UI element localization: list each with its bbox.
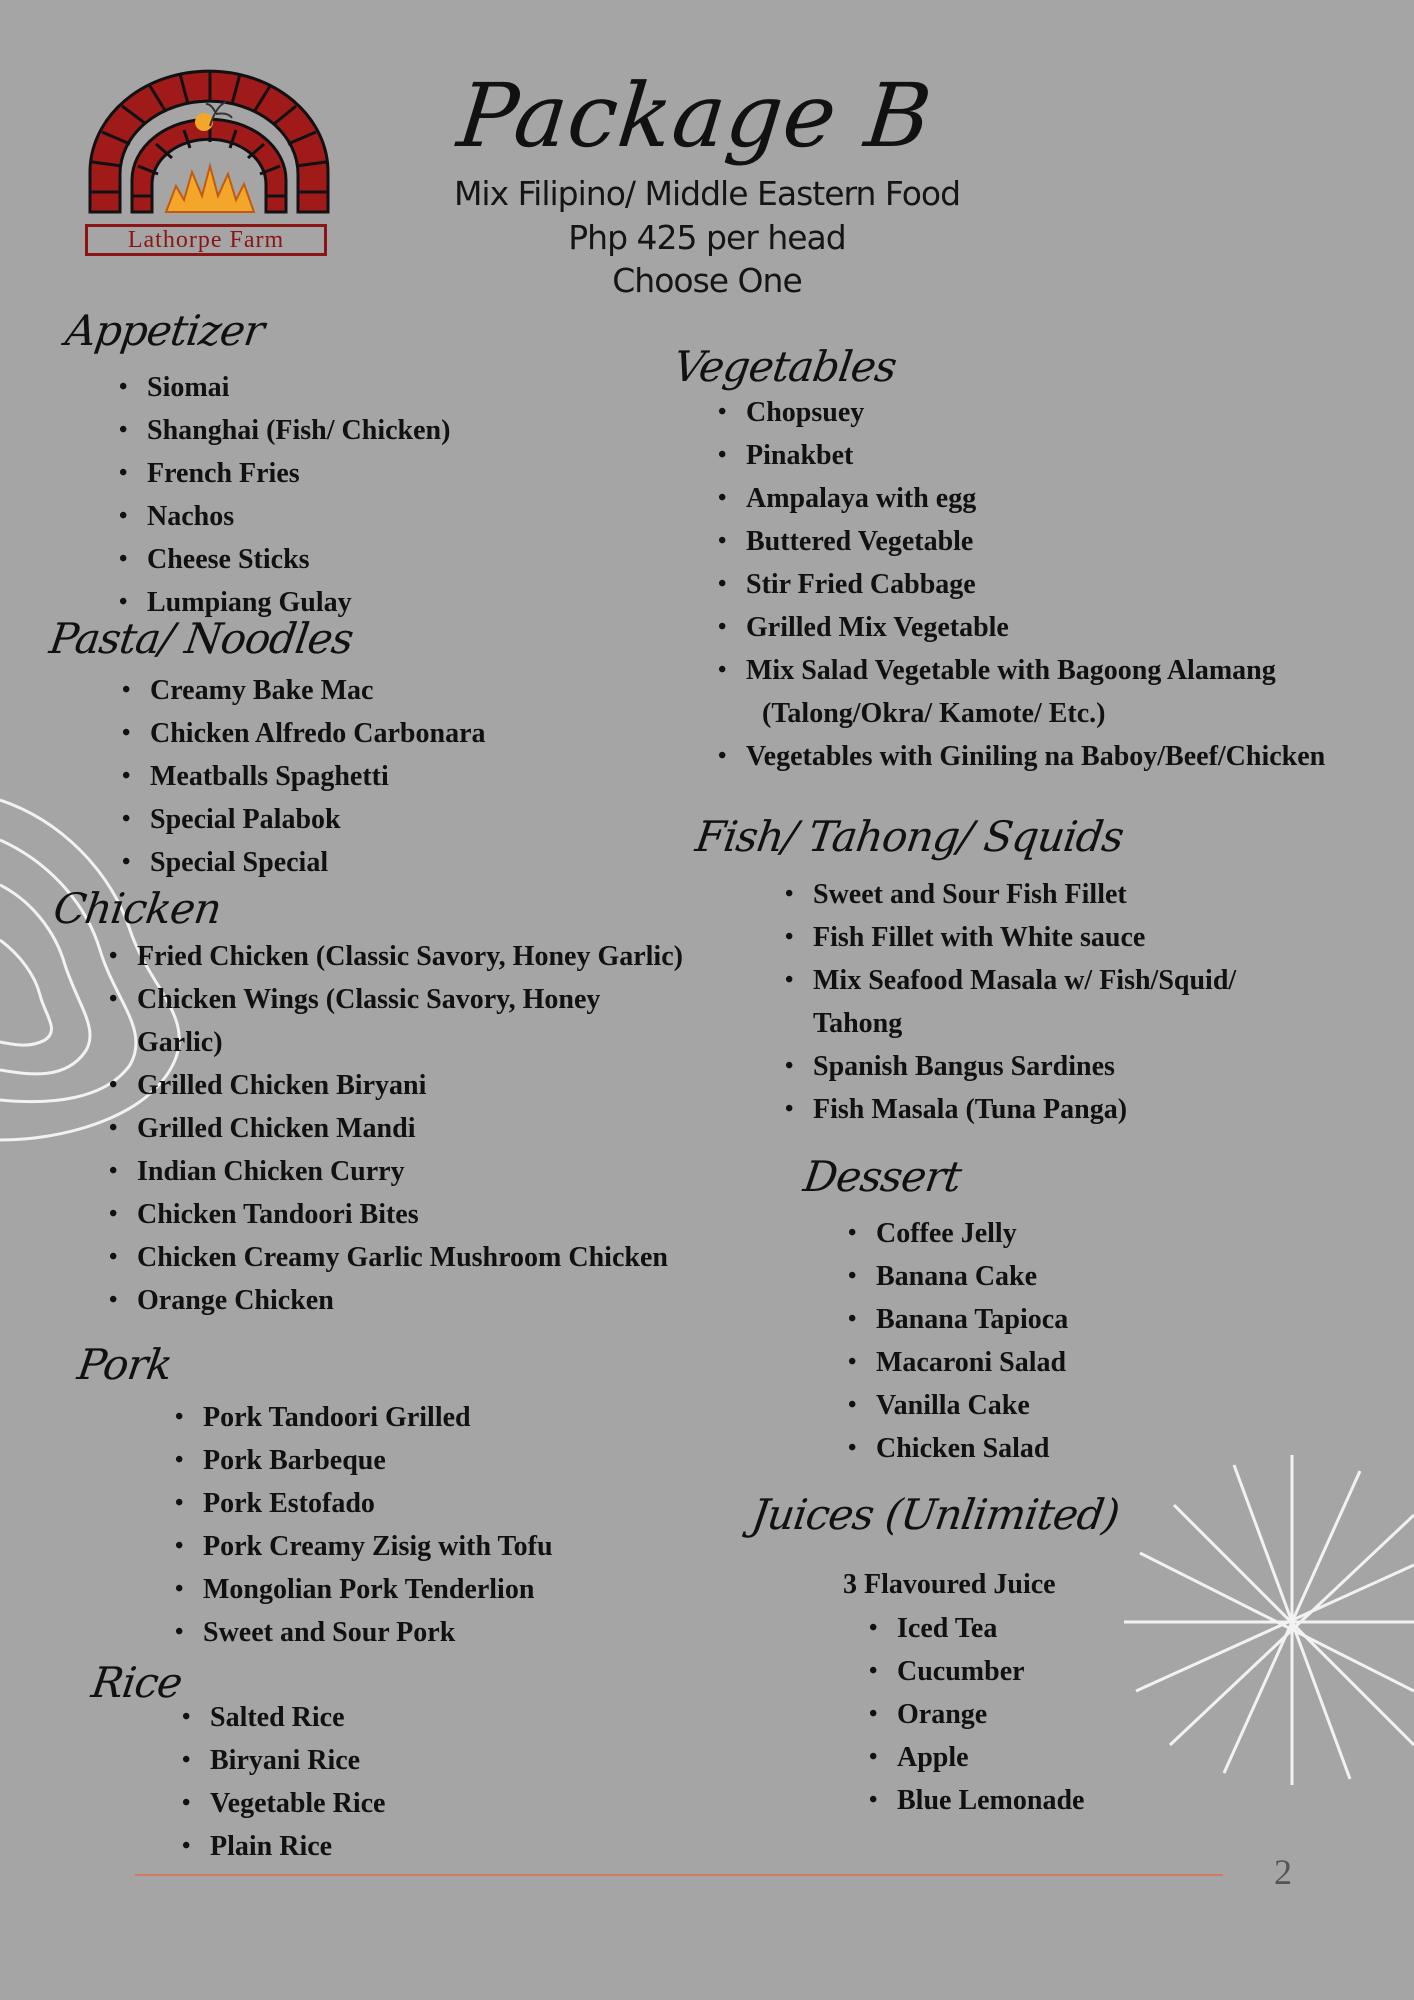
section-heading-chicken: Chicken [50, 884, 224, 933]
package-note: Choose One [612, 261, 802, 300]
list-item: • Lumpiang Gulay [119, 581, 450, 624]
list-item: • Grilled Chicken Biryani [109, 1064, 683, 1107]
list-item: • Vanilla Cake [848, 1384, 1068, 1427]
list-item: • Pork Tandoori Grilled [175, 1396, 553, 1439]
section-heading-juices: Juices (Unlimited) [748, 1490, 1123, 1539]
list-item: • Banana Tapioca [848, 1298, 1068, 1341]
list-item-continuation: Tahong [813, 1008, 903, 1039]
list-item: • Sweet and Sour Fish Fillet [785, 873, 1236, 916]
list-item: • Pork Creamy Zisig with Tofu [175, 1525, 553, 1568]
appetizer-list [119, 366, 450, 624]
section-heading-vegetables: Vegetables [670, 342, 900, 391]
list-item: • Stir Fried Cabbage [718, 563, 1325, 606]
list-item: • Plain Rice [182, 1825, 385, 1868]
list-item: • Grilled Chicken Mandi [109, 1107, 683, 1150]
list-item: • Chopsuey [718, 391, 1325, 434]
fish-list [785, 873, 1236, 1131]
page-number: 2 [1274, 1852, 1292, 1892]
list-item: • Coffee Jelly [848, 1212, 1068, 1255]
juices-list [869, 1607, 1084, 1822]
rice-list [182, 1696, 385, 1868]
package-subtitle: Mix Filipino/ Middle Eastern Food [453, 174, 961, 213]
list-item-continuation: Garlic) [137, 1027, 223, 1058]
list-item: • Fish Fillet with White sauce [785, 916, 1236, 959]
list-item-continuation: (Talong/Okra/ Kamote/ Etc.) [762, 698, 1106, 729]
list-item: • Pork Estofado [175, 1482, 553, 1525]
list-item: • Chicken Salad [848, 1427, 1068, 1470]
list-item: • Chicken Alfredo Carbonara [122, 712, 486, 755]
section-heading-dessert: Dessert [800, 1152, 964, 1201]
list-item: • Blue Lemonade [869, 1779, 1084, 1822]
list-item: • Sweet and Sour Pork [175, 1611, 553, 1654]
list-item: • Siomai [119, 366, 450, 409]
list-item: • Vegetable Rice [182, 1782, 385, 1825]
list-item: • Meatballs Spaghetti [122, 755, 486, 798]
list-item: • Mix Seafood Masala w/ Fish/Squid/ Tahong [785, 959, 1236, 1045]
list-item: • Chicken Wings (Classic Savory, Honey Garlic) [109, 978, 683, 1064]
list-item: • Creamy Bake Mac [122, 669, 486, 712]
list-item: • Fish Masala (Tuna Panga) [785, 1088, 1236, 1131]
list-item: • Cheese Sticks [119, 538, 450, 581]
logo-name: Lathorpe Farm [85, 224, 327, 256]
list-item: • Indian Chicken Curry [109, 1150, 683, 1193]
list-item: • French Fries [119, 452, 450, 495]
footer-divider [135, 1874, 1223, 1876]
list-item: • Mix Salad Vegetable with Bagoong Alamang (Talong/Okra/ Kamote/ Etc.) [718, 649, 1325, 735]
pasta-list [122, 669, 486, 884]
list-item: • Iced Tea [869, 1607, 1084, 1650]
list-item: • Mongolian Pork Tenderlion [175, 1568, 553, 1611]
list-item: • Cucumber [869, 1650, 1084, 1693]
package-price: Php 425 per head [568, 218, 846, 257]
list-item: • Vegetables with Giniling na Baboy/Beef/Chicken [718, 735, 1325, 778]
list-item: • Ampalaya with egg [718, 477, 1325, 520]
list-item: • Spanish Bangus Sardines [785, 1045, 1236, 1088]
list-item: • Pork Barbeque [175, 1439, 553, 1482]
list-item: • Biryani Rice [182, 1739, 385, 1782]
starburst-decoration-icon [1124, 1455, 1414, 1785]
chicken-list [109, 935, 683, 1322]
list-item: • Orange Chicken [109, 1279, 683, 1322]
list-item: • Fried Chicken (Classic Savory, Honey Garlic) [109, 935, 683, 978]
list-item: • Chicken Creamy Garlic Mushroom Chicken [109, 1236, 683, 1279]
juices-note: 3 Flavoured Juice [843, 1569, 1056, 1600]
list-item: • Chicken Tandoori Bites [109, 1193, 683, 1236]
list-item: • Macaroni Salad [848, 1341, 1068, 1384]
section-heading-pasta-noodles: Pasta/ Noodles [46, 614, 356, 663]
section-heading-appetizer: Appetizer [62, 306, 267, 355]
page-title: Package B [453, 64, 937, 167]
pork-list [175, 1396, 553, 1654]
list-item: • Orange [869, 1693, 1084, 1736]
vegetables-list [718, 391, 1325, 778]
list-item: • Salted Rice [182, 1696, 385, 1739]
list-item: • Pinakbet [718, 434, 1325, 477]
section-heading-fish-tahong-squids: Fish/ Tahong/ Squids [692, 812, 1127, 861]
list-item: • Apple [869, 1736, 1084, 1779]
list-item: • Special Palabok [122, 798, 486, 841]
list-item: • Buttered Vegetable [718, 520, 1325, 563]
list-item: • Banana Cake [848, 1255, 1068, 1298]
dessert-list [848, 1212, 1068, 1470]
list-item: • Shanghai (Fish/ Chicken) [119, 409, 450, 452]
list-item: • Special Special [122, 841, 486, 884]
list-item: • Grilled Mix Vegetable [718, 606, 1325, 649]
list-item: • Nachos [119, 495, 450, 538]
section-heading-rice: Rice [88, 1658, 185, 1707]
section-heading-pork: Pork [74, 1340, 175, 1389]
